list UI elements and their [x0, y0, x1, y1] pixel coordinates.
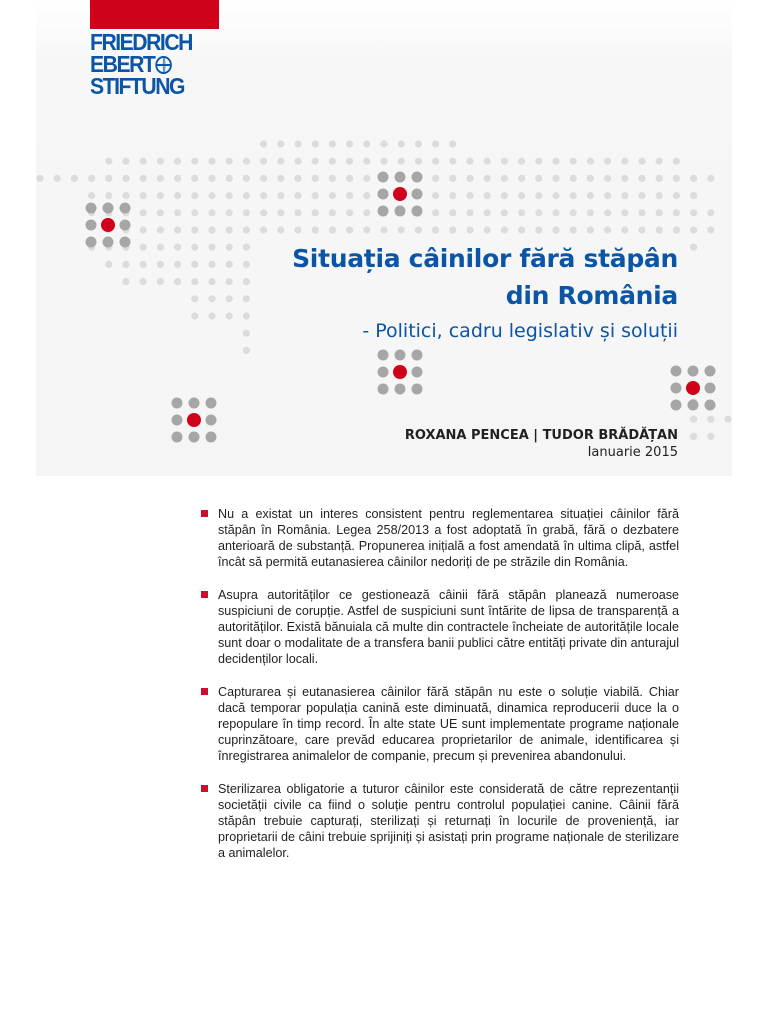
map-dot [724, 416, 731, 423]
map-cluster-dot [395, 384, 406, 395]
map-dot [277, 226, 284, 233]
map-cluster-dot [671, 366, 682, 377]
map-cluster-dot [688, 400, 699, 411]
map-dot [535, 226, 542, 233]
map-dot [294, 209, 301, 216]
map-dot [449, 209, 456, 216]
map-dot [466, 158, 473, 165]
document-authors: ROXANA PENCEA | TUDOR BRĂDĂȚAN [404, 428, 678, 443]
map-dot [604, 192, 611, 199]
map-dot [449, 158, 456, 165]
map-dot [157, 261, 164, 268]
map-dot [604, 158, 611, 165]
map-dot [88, 192, 95, 199]
map-dot [191, 226, 198, 233]
map-dot [484, 226, 491, 233]
map-dot [638, 175, 645, 182]
map-dot [621, 175, 628, 182]
map-dot [312, 158, 319, 165]
map-dot [690, 175, 697, 182]
map-dot [36, 175, 43, 182]
map-cluster-dot [103, 203, 114, 214]
map-dot [226, 226, 233, 233]
map-dot [466, 209, 473, 216]
map-dot [363, 158, 370, 165]
map-dot [329, 226, 336, 233]
map-dot [587, 209, 594, 216]
map-cluster-dot [412, 206, 423, 217]
map-dot [638, 226, 645, 233]
map-dot [140, 158, 147, 165]
map-dot [294, 140, 301, 147]
map-highlight-dot [187, 413, 201, 427]
map-dot [535, 175, 542, 182]
map-dot [208, 192, 215, 199]
map-dot [656, 175, 663, 182]
map-dot [157, 192, 164, 199]
map-dot [638, 209, 645, 216]
map-dot [380, 140, 387, 147]
map-dot [329, 209, 336, 216]
map-dot [570, 226, 577, 233]
map-dot [449, 226, 456, 233]
map-dot [673, 175, 680, 182]
map-dot [690, 244, 697, 251]
map-dot [277, 209, 284, 216]
map-dot [363, 226, 370, 233]
map-dot [122, 175, 129, 182]
map-dot [449, 192, 456, 199]
map-cluster-dot [206, 415, 217, 426]
map-dot [432, 140, 439, 147]
map-dot [484, 158, 491, 165]
map-dot [346, 140, 353, 147]
map-dot [432, 226, 439, 233]
map-dot [122, 192, 129, 199]
map-dot [535, 158, 542, 165]
map-dot [329, 175, 336, 182]
title-line-2: din România [505, 281, 678, 310]
map-dot [363, 140, 370, 147]
map-dot [656, 158, 663, 165]
map-dot [466, 192, 473, 199]
map-dot [260, 209, 267, 216]
map-cluster-dot [412, 384, 423, 395]
map-dot [88, 175, 95, 182]
map-dot [226, 192, 233, 199]
map-dot [312, 226, 319, 233]
bullet-square-icon [201, 688, 208, 695]
map-dot [329, 140, 336, 147]
map-cluster-dot [412, 172, 423, 183]
map-dot [604, 226, 611, 233]
map-dot [191, 209, 198, 216]
map-cluster-dot [206, 398, 217, 409]
map-dot [277, 140, 284, 147]
map-dot [656, 226, 663, 233]
map-dot [690, 433, 697, 440]
map-cluster-dot [378, 367, 389, 378]
map-dot [346, 192, 353, 199]
map-cluster-dot [172, 398, 183, 409]
map-dot [484, 209, 491, 216]
map-dot [260, 175, 267, 182]
bullet-square-icon [201, 510, 208, 517]
map-dot [277, 175, 284, 182]
map-cluster-dot [120, 220, 131, 231]
map-dot [312, 175, 319, 182]
map-dot [415, 158, 422, 165]
map-dot [243, 158, 250, 165]
map-dot [208, 175, 215, 182]
map-cluster-dot [120, 237, 131, 248]
map-dot [363, 192, 370, 199]
map-dot [140, 261, 147, 268]
map-dot [501, 226, 508, 233]
map-dot [501, 175, 508, 182]
map-dot [621, 209, 628, 216]
map-dot [105, 175, 112, 182]
map-dot [638, 192, 645, 199]
map-cluster-dot [412, 350, 423, 361]
map-dot [122, 158, 129, 165]
map-dot [140, 244, 147, 251]
map-dot [484, 175, 491, 182]
map-dot [208, 226, 215, 233]
map-dot [174, 226, 181, 233]
fes-logo [90, 0, 220, 104]
map-dot [243, 192, 250, 199]
map-dot [518, 209, 525, 216]
key-point-text: Capturarea și eutanasierea câinilor fără stăpân nu este o soluție viabilă. Chiar dacă temporar populația canină este diminuată, dinamica reproducerii duce la o repopulare în timp record. În alte state UE sunt implementate programe naționale cuprinzătoare, care prevăd educarea proprietarilor de animale, identificarea și înregistrarea animalelor de companie, precum și prevenirea abandonului. [218, 685, 679, 763]
map-dot [535, 192, 542, 199]
map-cluster-dot [86, 220, 97, 231]
map-cluster-dot [705, 383, 716, 394]
map-dot [105, 158, 112, 165]
map-cluster-dot [395, 350, 406, 361]
map-cluster-dot [378, 189, 389, 200]
map-dot [329, 192, 336, 199]
map-dot [208, 158, 215, 165]
map-highlight-dot [101, 218, 115, 232]
map-dot [656, 192, 663, 199]
logo-line-1: FRIEDRICH [90, 29, 192, 55]
map-dot [157, 175, 164, 182]
map-dot [226, 175, 233, 182]
map-cluster-dot [378, 384, 389, 395]
map-dot [294, 226, 301, 233]
map-dot [673, 192, 680, 199]
map-cluster-dot [412, 367, 423, 378]
map-dot [398, 140, 405, 147]
map-dot [208, 209, 215, 216]
map-dot [54, 175, 61, 182]
map-dot [105, 192, 112, 199]
map-dot [243, 347, 250, 354]
map-dot [432, 209, 439, 216]
map-dot [518, 175, 525, 182]
map-dot [415, 226, 422, 233]
map-dot [260, 140, 267, 147]
map-dot [174, 209, 181, 216]
map-cluster-dot [688, 366, 699, 377]
map-dot [191, 175, 198, 182]
map-cluster-dot [172, 415, 183, 426]
map-dot [552, 226, 559, 233]
map-dot [346, 209, 353, 216]
map-dot [673, 226, 680, 233]
map-dot [673, 158, 680, 165]
map-dot [707, 416, 714, 423]
map-dot [707, 175, 714, 182]
map-dot [260, 192, 267, 199]
map-dot [621, 226, 628, 233]
key-point-text: Sterilizarea obligatorie a tuturor câinilor este considerată de către reprezentanții societății civile ca fiind o soluție pentru controlul populației canine. Câinii fără stăpân trebuie capturați, sterilizați și returnați în locurile de proveniență, iar proprietarii de câini trebuie sprijiniți și asistați prin programe naționale de sterilizare a animalelor. [218, 782, 679, 860]
logo-wordmark [90, 31, 219, 97]
map-cluster-dot [378, 172, 389, 183]
map-dot [294, 192, 301, 199]
map-dot [466, 175, 473, 182]
map-dot [552, 158, 559, 165]
map-dot [432, 192, 439, 199]
map-cluster-dot [189, 432, 200, 443]
map-dot [226, 209, 233, 216]
map-cluster-dot [671, 400, 682, 411]
map-cluster-dot [206, 432, 217, 443]
map-dot [587, 158, 594, 165]
map-dot [157, 278, 164, 285]
map-dot [380, 226, 387, 233]
map-dot [690, 416, 697, 423]
map-dot [346, 226, 353, 233]
map-dot [604, 209, 611, 216]
document-date: Ianuarie 2015 [587, 445, 678, 460]
map-dot [552, 209, 559, 216]
map-dot [570, 158, 577, 165]
map-cluster-dot [86, 203, 97, 214]
map-dot [432, 158, 439, 165]
map-dot [363, 209, 370, 216]
map-dot [552, 192, 559, 199]
map-dot [174, 175, 181, 182]
map-cluster-dot [378, 206, 389, 217]
key-point-text: Nu a existat un interes consistent pentru reglementarea situației câinilor fără stăpân în România. Legea 258/2013 a fost adoptată în grabă, fără o dezbatere anterioară de substanță. Propunerea inițială a fost amendată în ultima clipă, astfel încât să permită eutanasierea câinilor nedoriți de pe străzile din România. [218, 507, 679, 569]
map-cluster-dot [103, 237, 114, 248]
map-dot [191, 158, 198, 165]
map-dot [191, 192, 198, 199]
map-dot [157, 158, 164, 165]
map-dot [707, 433, 714, 440]
map-dot [501, 158, 508, 165]
map-cluster-dot [671, 383, 682, 394]
map-dot [140, 175, 147, 182]
map-dot [140, 278, 147, 285]
key-points-list [200, 506, 679, 878]
map-dot [243, 226, 250, 233]
map-dot [71, 175, 78, 182]
map-dot [140, 209, 147, 216]
map-dot [157, 226, 164, 233]
map-dot [570, 192, 577, 199]
map-dot [277, 192, 284, 199]
map-highlight-dot [393, 365, 407, 379]
map-dot [105, 261, 112, 268]
map-dot [346, 175, 353, 182]
map-cluster-dot [86, 237, 97, 248]
map-cluster-dot [172, 432, 183, 443]
map-dot [552, 175, 559, 182]
map-dot [587, 192, 594, 199]
map-dot [174, 158, 181, 165]
map-dot [380, 158, 387, 165]
map-cluster-dot [395, 172, 406, 183]
map-dot [122, 278, 129, 285]
logo-line-3: STIFTUNG [90, 73, 185, 99]
map-dot [707, 226, 714, 233]
key-point [200, 587, 679, 667]
map-dot [690, 226, 697, 233]
map-dot [157, 244, 164, 251]
map-dot [518, 226, 525, 233]
map-dot [690, 209, 697, 216]
map-dot [398, 158, 405, 165]
key-point [200, 684, 679, 764]
map-dot [277, 158, 284, 165]
map-cluster-dot [120, 203, 131, 214]
map-dot [570, 175, 577, 182]
map-dot [226, 158, 233, 165]
map-highlight-dot [393, 187, 407, 201]
map-dot [449, 175, 456, 182]
key-point [200, 506, 679, 570]
map-dot [432, 175, 439, 182]
map-cluster-dot [189, 398, 200, 409]
map-dot [673, 209, 680, 216]
map-dot [122, 261, 129, 268]
map-dot [243, 175, 250, 182]
map-dot [707, 209, 714, 216]
map-dot [363, 175, 370, 182]
document-subtitle: - Politici, cadru legislativ și soluții [362, 320, 678, 342]
map-dot [312, 192, 319, 199]
bullet-square-icon [201, 785, 208, 792]
title-line-1: Situația câinilor fără stăpân [292, 244, 678, 273]
map-highlight-dot [686, 381, 700, 395]
logo-line-2: EBERT [90, 51, 155, 77]
key-point [200, 781, 679, 861]
map-dot [570, 209, 577, 216]
map-cluster-dot [378, 350, 389, 361]
map-dot [518, 192, 525, 199]
map-dot [621, 192, 628, 199]
map-dot [157, 209, 164, 216]
map-dot [294, 158, 301, 165]
map-dot [466, 226, 473, 233]
map-dot [604, 175, 611, 182]
map-dot [260, 158, 267, 165]
map-cluster-dot [705, 400, 716, 411]
map-dot [621, 158, 628, 165]
map-dot [140, 226, 147, 233]
map-dot [449, 140, 456, 147]
key-point-text: Asupra autorităților ce gestionează câinii fără stăpân planează numeroase suspiciuni de corupție. Astfel de suspiciuni sunt întărite de lipsa de transparență a autorităților. Există bănuiala că multe din contractele încheiate de autoritățile locale sunt doar o modalitate de a transfera banii publici către entități private din anturajul decidenților locali. [218, 588, 679, 666]
globe-icon [155, 56, 172, 74]
map-dot [690, 192, 697, 199]
map-dot [140, 192, 147, 199]
map-dot [243, 209, 250, 216]
bullet-square-icon [201, 591, 208, 598]
map-dot [312, 209, 319, 216]
document-title [178, 240, 678, 314]
map-cluster-dot [412, 189, 423, 200]
map-dot [415, 140, 422, 147]
map-dot [398, 226, 405, 233]
map-dot [518, 158, 525, 165]
map-cluster-dot [705, 366, 716, 377]
map-dot [501, 192, 508, 199]
map-dot [501, 209, 508, 216]
map-dot [346, 158, 353, 165]
map-dot [329, 158, 336, 165]
map-dot [535, 209, 542, 216]
map-dot [587, 175, 594, 182]
map-dot [260, 226, 267, 233]
map-dot [638, 158, 645, 165]
logo-red-bar [90, 0, 219, 29]
map-dot [587, 226, 594, 233]
map-dot [312, 140, 319, 147]
map-dot [484, 192, 491, 199]
map-dot [294, 175, 301, 182]
map-cluster-dot [395, 206, 406, 217]
map-dot [174, 192, 181, 199]
map-dot [656, 209, 663, 216]
